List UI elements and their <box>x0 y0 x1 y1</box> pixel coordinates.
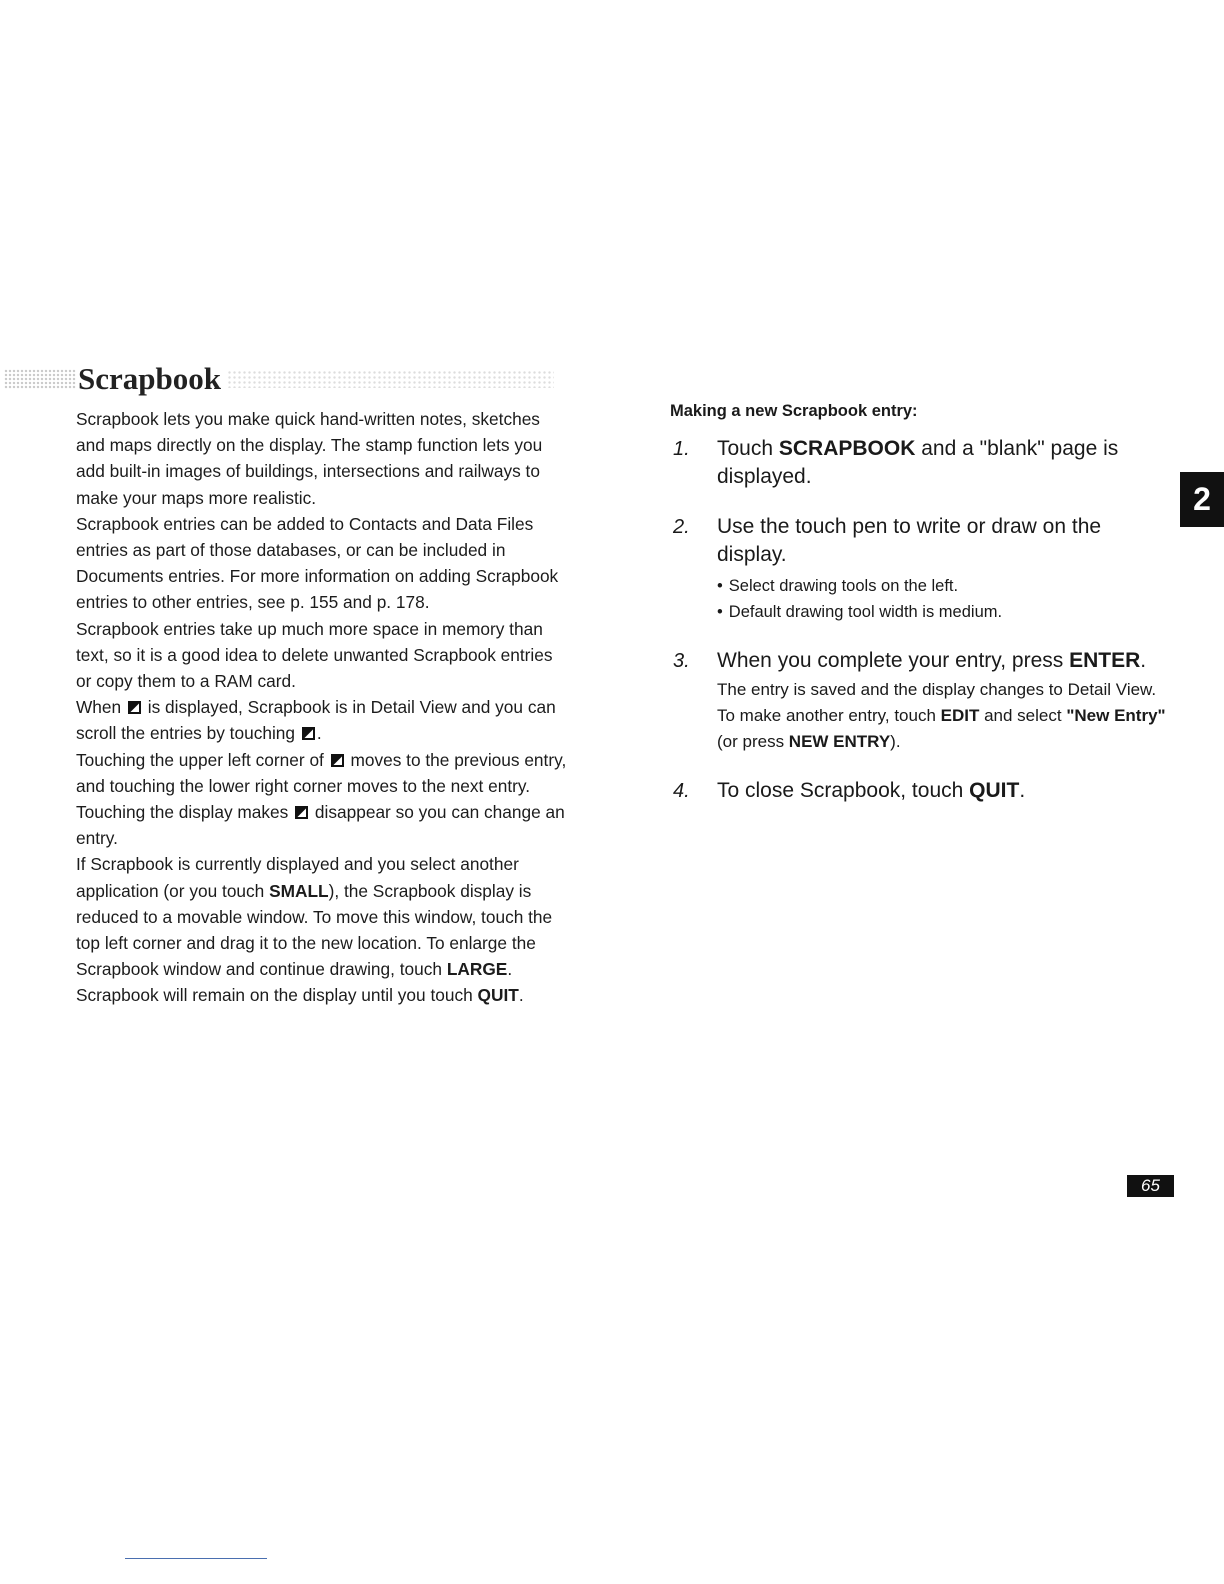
bold-keyword: "New Entry" <box>1066 706 1166 725</box>
bullet-item: • Default drawing tool width is medium. <box>717 599 1170 625</box>
body-paragraph: If Scrapbook is currently displayed and you select another application (or you touch SMALL), the Scrapbook display is reduced to a movable window. To move this window, touch the top left corner and drag it to the new location. To enlarge the Scrapbook window and continue drawing, touch LARGE. Scrapbook will remain on the display until you touch QUIT. <box>76 854 553 1006</box>
step-item <box>670 647 1170 755</box>
step-number: 3. <box>673 650 690 672</box>
right-column <box>670 402 1170 827</box>
body-paragraph: When is displayed, Scrapbook is in Detail View and you can scroll the entries by touching . <box>76 697 556 744</box>
body-paragraph: Touching the upper left corner of moves to the previous entry, and touching the lower right corner moves to the next entry. <box>76 749 567 796</box>
step-instruction: Touch SCRAPBOOK and a "blank" page is displayed. <box>717 437 1119 488</box>
bold-keyword: QUIT <box>477 985 519 1006</box>
step-instruction: When you complete your entry, press ENTER. <box>717 649 1147 672</box>
chapter-tab: 2 <box>1180 472 1224 527</box>
step-instruction: To close Scrapbook, touch QUIT. <box>717 779 1026 802</box>
body-paragraph: Scrapbook entries take up much more space in memory than text, so it is a good idea to delete unwanted Scrapbook entries or copy them to a RAM card. <box>76 618 553 692</box>
title-dot-decoration <box>4 369 76 389</box>
bold-keyword: SCRAPBOOK <box>778 437 916 460</box>
procedure-heading: Making a new Scrapbook entry: <box>670 402 918 420</box>
bold-keyword: SMALL <box>269 880 329 901</box>
pen-box-icon <box>128 701 141 714</box>
pen-box-icon <box>331 754 344 767</box>
body-paragraph: Touching the display makes disappear so you can change an entry. <box>76 802 565 849</box>
page-title: Scrapbook <box>78 361 221 396</box>
pen-box-icon <box>295 806 308 819</box>
section-title-bar <box>0 356 580 402</box>
step-number: 4. <box>673 780 690 802</box>
bold-keyword: EDIT <box>940 706 980 725</box>
bold-keyword: QUIT <box>969 779 1020 802</box>
step-number: 2. <box>673 516 690 538</box>
bold-keyword: NEW ENTRY <box>788 732 891 751</box>
bold-keyword: ENTER <box>1069 649 1141 672</box>
bold-keyword: LARGE <box>446 959 508 980</box>
step-detail: The entry is saved and the display changes to Detail View. To make another entry, touch EDIT and select "New Entry" (or press NEW ENTRY). <box>717 680 1166 751</box>
page-number: 65 <box>1127 1175 1174 1197</box>
title-fade-decoration <box>227 370 554 388</box>
step-bullets <box>717 573 1170 625</box>
step-list <box>670 435 1170 805</box>
pen-box-icon <box>302 727 315 740</box>
step-item <box>670 435 1170 491</box>
step-item <box>670 513 1170 625</box>
step-item <box>670 777 1170 805</box>
step-number: 1. <box>673 438 690 460</box>
left-column-body <box>76 406 571 1009</box>
step-instruction: Use the touch pen to write or draw on the display. <box>717 515 1102 566</box>
body-paragraph: Scrapbook lets you make quick hand-written notes, sketches and maps directly on the display. The stamp function lets you add built-in images of buildings, intersections and railways to make your maps more realistic. <box>76 409 543 508</box>
body-paragraph: Scrapbook entries can be added to Contacts and Data Files entries as part of those databases, or can be included in Documents entries. For more information on adding Scrapbook entries to other entries, see p. 155 and p. 178. <box>76 513 559 613</box>
footer-rule <box>125 1558 267 1559</box>
bullet-item: • Select drawing tools on the left. <box>717 573 1170 599</box>
